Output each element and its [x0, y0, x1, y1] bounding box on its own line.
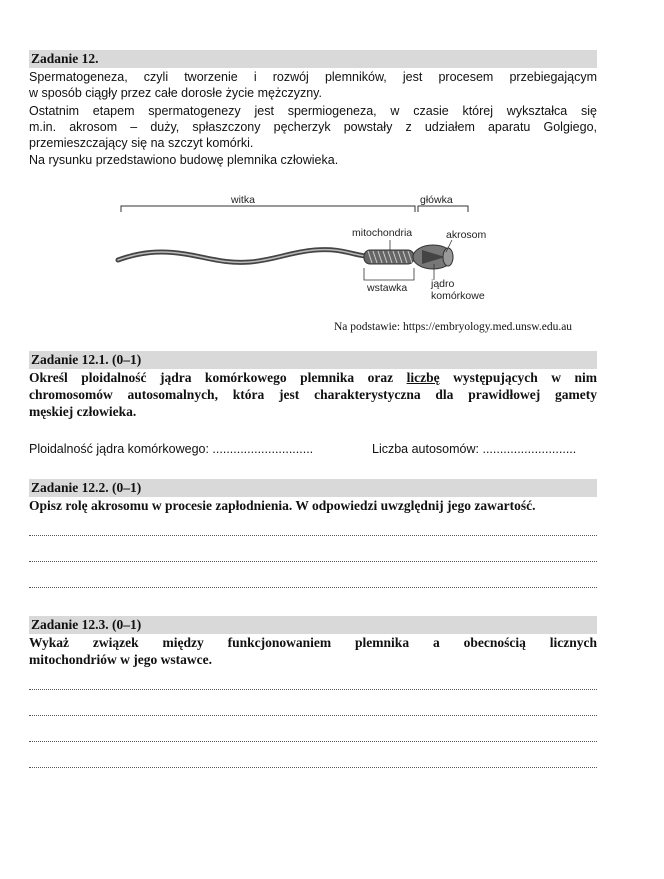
intro-line-2: w sposób ciągły przez całe dorosłe życie mężczyzny. [29, 86, 322, 100]
q3-prompt-line-1: Wykaż związek między funkcjonowaniem plemnika a obecnością licznych [29, 635, 597, 650]
q1-ploidy-field[interactable]: Ploidalność jądra komórkowego: ............................. [29, 442, 314, 456]
sperm-head [413, 245, 453, 269]
q3-answer-line-3[interactable] [29, 741, 597, 742]
task-header: Zadanie 12. [29, 50, 597, 68]
nucleus-label-1: jądro [431, 278, 455, 290]
q3-answer-line-4[interactable] [29, 767, 597, 768]
q3-prompt-line-2: mitochondriów w jego wstawce. [29, 652, 212, 667]
q1-prompt-line-2: chromosomów autosomalnych, która jest charakterystyczna dla prawidłowej gamety [29, 387, 597, 402]
sperm-tail [118, 250, 365, 263]
q3-header: Zadanie 12.3. (0–1) [29, 616, 597, 634]
q3-answer-line-1[interactable] [29, 689, 597, 690]
nucleus-label-2: komórkowe [431, 290, 485, 302]
head-label: główka [420, 194, 453, 206]
figure-source: Na podstawie: https://embryology.med.unsw.edu.au [334, 321, 573, 333]
acrosome-label: akrosom [446, 229, 487, 241]
q2-answer-line-1[interactable] [29, 535, 597, 536]
q3-answer-line-2[interactable] [29, 715, 597, 716]
intro-line-5: przemieszczający się na szczyt komórki. [29, 136, 254, 150]
q1-header: Zadanie 12.1. (0–1) [29, 351, 597, 369]
tail-label: witka [231, 194, 255, 206]
q1-autosomes-field[interactable]: Liczba autosomów: ........................... [372, 442, 577, 456]
mitochondria-label: mitochondria [352, 227, 413, 239]
tail-bracket [121, 206, 415, 212]
q1-prompt-line-1: Określ ploidalność jądra komórkowego plemnika oraz liczbę występujących w nim [29, 370, 598, 385]
q2-answer-line-3[interactable] [29, 587, 597, 588]
intro-line-3: Ostatnim etapem spermatogenezy jest spermiogeneza, w czasie której wykształca się [29, 104, 597, 118]
q2-prompt: Opisz rolę akrosomu w procesie zapłodnienia. W odpowiedzi uwzględnij jego zawartość. [29, 498, 536, 513]
intro-line-1: Spermatogeneza, czyli tworzenie i rozwój plemników, jest procesem przebiegającym [29, 70, 597, 84]
q1-prompt-line-3: męskiej człowieka. [29, 404, 137, 419]
intro-line-6: Na rysunku przedstawiono budowę plemnika człowieka. [29, 153, 339, 167]
sperm-midpiece [364, 250, 414, 264]
q2-header: Zadanie 12.2. (0–1) [29, 479, 597, 497]
sperm-diagram [100, 190, 520, 310]
q2-answer-line-2[interactable] [29, 561, 597, 562]
intro-line-4: m.in. akrosom – duży, spłaszczony pęcherzyk powstały z udziałem aparatu Golgiego, [29, 120, 597, 134]
head-bracket [418, 206, 468, 212]
midpiece-label: wstawka [367, 282, 408, 294]
